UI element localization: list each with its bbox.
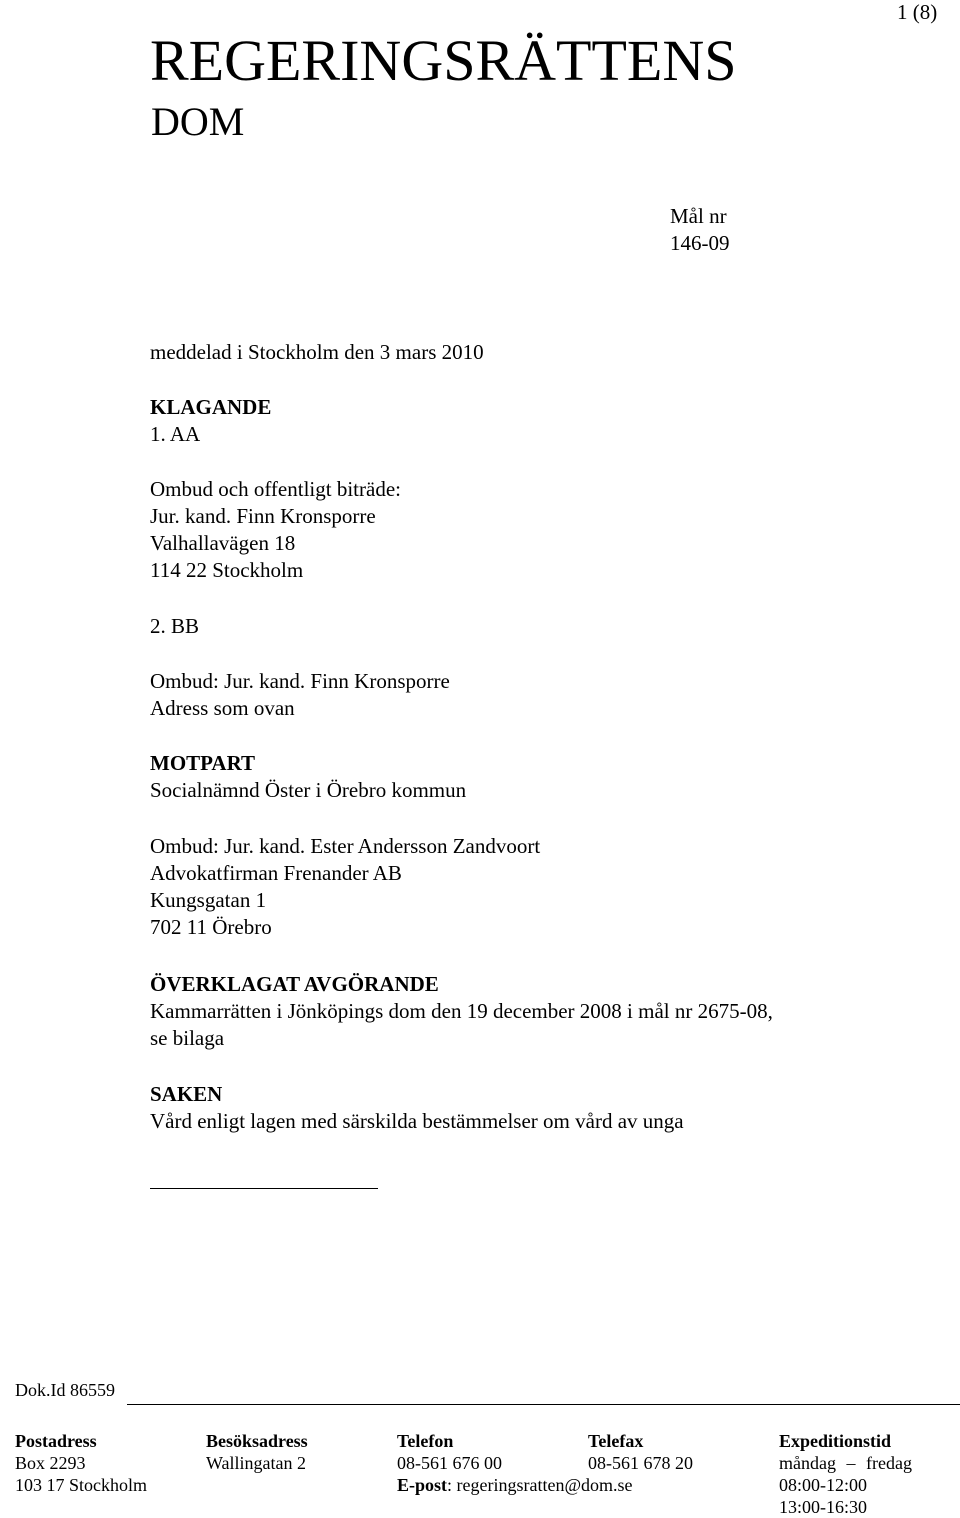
appellant-1-name: 1. AA xyxy=(150,422,201,446)
respondent-address-line1: Kungsgatan 1 xyxy=(150,888,267,912)
appellant-2-name: 2. BB xyxy=(150,614,200,638)
hours-slot1: 08:00-12:00 xyxy=(779,1475,867,1495)
appellants-heading: KLAGANDE xyxy=(150,395,272,419)
footer-rule xyxy=(127,1404,960,1405)
counsel-label: Ombud och offentligt biträde: xyxy=(150,477,401,501)
counsel-name: Jur. kand. Finn Kronsporre xyxy=(150,504,376,528)
matter-block xyxy=(150,1081,684,1135)
court-title: REGERINGSRÄTTENS xyxy=(150,28,737,93)
email-address: : regeringsratten@dom.se xyxy=(447,1475,633,1495)
hours-dash: – xyxy=(846,1453,856,1473)
appellant-1-counsel-block xyxy=(150,476,401,584)
hours-day-from: måndag xyxy=(779,1453,836,1473)
appellant-2-counsel-block xyxy=(150,668,450,722)
section-divider xyxy=(150,1188,378,1189)
appealed-decision-line1: Kammarrätten i Jönköpings dom den 19 december 2008 i mål nr 2675-08, xyxy=(150,999,773,1023)
counsel-address-line1: Valhallavägen 18 xyxy=(150,531,296,555)
footer-visiting-column xyxy=(206,1430,308,1474)
case-label: Mål nr xyxy=(670,204,727,228)
hours-slot2: 13:00-16:30 xyxy=(779,1497,867,1517)
counsel-address: Adress som ovan xyxy=(150,696,295,720)
respondent-heading: MOTPART xyxy=(150,751,256,775)
appealed-decision-line2: se bilaga xyxy=(150,1026,225,1050)
appealed-decision-block xyxy=(150,971,773,1052)
respondent-address-line2: 702 11 Örebro xyxy=(150,915,272,939)
fax-number: 08-561 678 20 xyxy=(588,1453,693,1473)
postal-line1: Box 2293 xyxy=(15,1453,86,1473)
case-number: 146-09 xyxy=(670,231,730,255)
visiting-line1: Wallingatan 2 xyxy=(206,1453,307,1473)
footer-fax-column xyxy=(588,1430,693,1474)
hours-label: Expeditionstid xyxy=(779,1431,892,1451)
counsel-address-line2: 114 22 Stockholm xyxy=(150,558,304,582)
visiting-label: Besöksadress xyxy=(206,1431,308,1451)
email-label: E-post xyxy=(397,1475,448,1495)
fax-label: Telefax xyxy=(588,1431,644,1451)
respondent-counsel: Ombud: Jur. kand. Ester Andersson Zandvoort xyxy=(150,834,541,858)
phone-number: 08-561 676 00 xyxy=(397,1453,502,1473)
hours-weekdays xyxy=(779,1452,912,1474)
matter-heading: SAKEN xyxy=(150,1082,223,1106)
document-type: DOM xyxy=(151,99,245,144)
phone-label: Telefon xyxy=(397,1431,454,1451)
email-line xyxy=(397,1474,633,1496)
respondent-name: Socialnämnd Öster i Örebro kommun xyxy=(150,778,467,802)
postal-label: Postadress xyxy=(15,1431,97,1451)
case-number-block xyxy=(670,203,730,257)
postal-line2: 103 17 Stockholm xyxy=(15,1475,148,1495)
appealed-decision-heading: ÖVERKLAGAT AVGÖRANDE xyxy=(150,972,439,996)
respondent-block xyxy=(150,750,466,804)
footer-postal-column xyxy=(15,1430,147,1496)
footer-hours-column xyxy=(779,1430,912,1518)
document-id: Dok.Id 86559 xyxy=(15,1380,115,1400)
respondent-counsel-block xyxy=(150,833,540,941)
hours-day-to: fredag xyxy=(866,1453,912,1473)
delivered-line: meddelad i Stockholm den 3 mars 2010 xyxy=(150,340,484,364)
page-number: 1 (8) xyxy=(897,0,938,24)
counsel-line: Ombud: Jur. kand. Finn Kronsporre xyxy=(150,669,450,693)
matter-text: Vård enligt lagen med särskilda bestämmelser om vård av unga xyxy=(150,1109,684,1133)
respondent-firm: Advokatfirman Frenander AB xyxy=(150,861,402,885)
